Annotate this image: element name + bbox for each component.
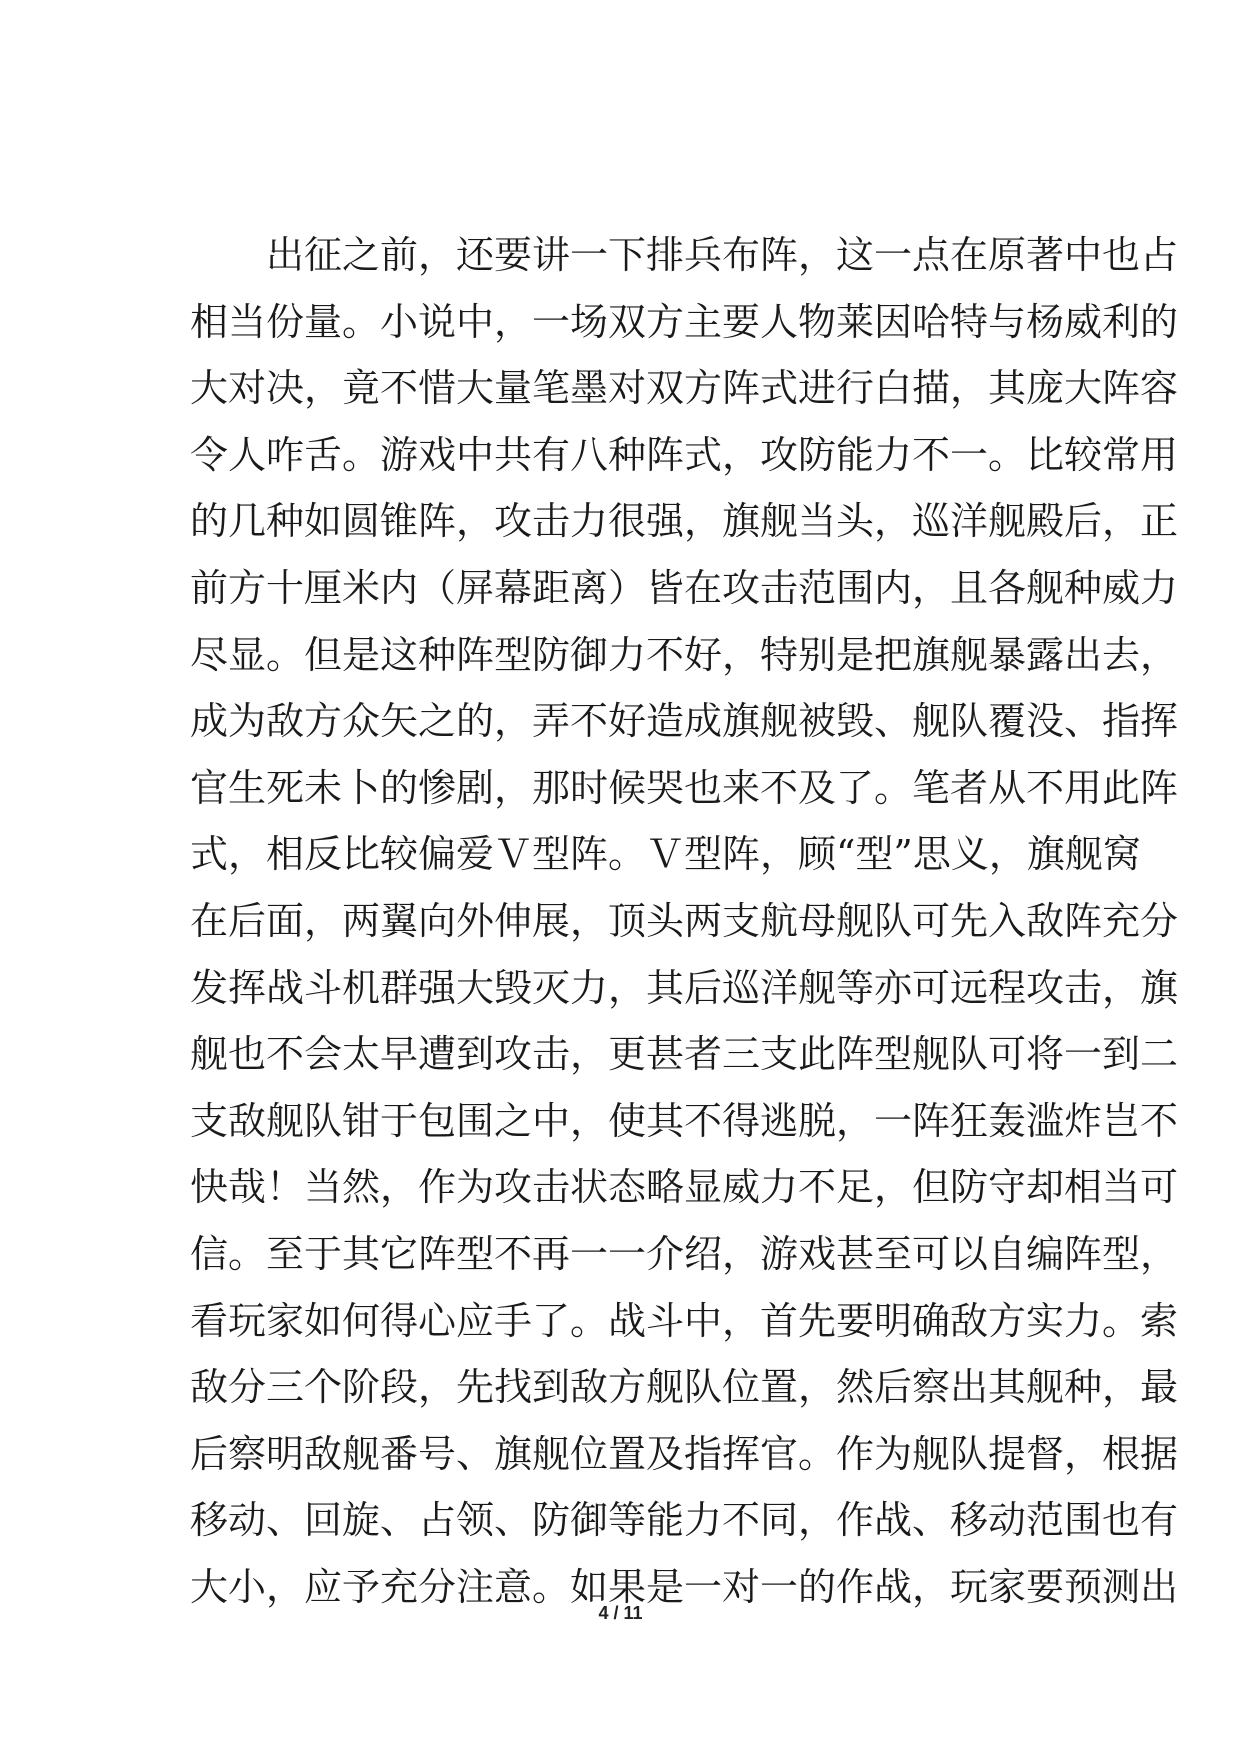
text-line: 前方十厘米内（屏幕距离）皆在攻击范围内，且各舰种威力 — [190, 565, 1179, 610]
text-line: 在后面，两翼向外伸展，顶头两支航母舰队可先入敌阵充分 — [190, 898, 1179, 943]
body-paragraph — [190, 222, 1179, 1620]
text-line: 敌分三个阶段，先找到敌方舰队位置，然后察出其舰种，最 — [190, 1365, 1179, 1410]
text-line: 成为敌方众矢之的，弄不好造成旗舰被毁、舰队覆没、指挥 — [190, 699, 1179, 744]
text-line: 出征之前，还要讲一下排兵布阵，这一点在原著中也占 — [190, 233, 1179, 277]
text-line: 信。至于其它阵型不再一一介绍，游戏甚至可以自编阵型， — [190, 1231, 1179, 1276]
text-line: 的几种如圆锥阵，攻击力很强，旗舰当头，巡洋舰殿后，正 — [190, 499, 1179, 544]
text-line: 令人咋舌。游戏中共有八种阵式，攻防能力不一。比较常用 — [190, 432, 1179, 477]
page-number: 4 / 11 — [598, 1603, 643, 1623]
text-line: 支敌舰队钳于包围之中，使其不得逃脱，一阵狂轰滥炸岂不 — [190, 1098, 1179, 1143]
text-line: 大小，应予充分注意。如果是一对一的作战，玩家要预测出 — [190, 1564, 1179, 1609]
text-line: 式，相反比较偏爱Ｖ型阵。Ｖ型阵，顾“型”思义，旗舰窝 — [190, 832, 1141, 877]
text-line: 官生死未卜的惨剧，那时候哭也来不及了。笔者从不用此阵 — [190, 765, 1179, 810]
text-line: 移动、回旋、占领、防御等能力不同，作战、移动范围也有 — [190, 1498, 1179, 1543]
text-line: 看玩家如何得心应手了。战斗中，首先要明确敌方实力。索 — [190, 1298, 1179, 1343]
text-line: 大对决，竟不惜大量笔墨对双方阵式进行白描，其庞大阵容 — [190, 366, 1179, 411]
text-line: 尽显。但是这种阵型防御力不好，特别是把旗舰暴露出去， — [190, 632, 1179, 677]
text-line: 发挥战斗机群强大毁灭力，其后巡洋舰等亦可远程攻击，旗 — [190, 965, 1179, 1010]
text-line: 快哉！当然，作为攻击状态略显威力不足，但防守却相当可 — [190, 1165, 1179, 1210]
text-line: 相当份量。小说中，一场双方主要人物莱因哈特与杨威利的 — [190, 299, 1179, 344]
text-line: 后察明敌舰番号、旗舰位置及指挥官。作为舰队提督，根据 — [190, 1431, 1179, 1476]
text-line: 舰也不会太早遭到攻击，更甚者三支此阵型舰队可将一到二 — [190, 1032, 1179, 1077]
